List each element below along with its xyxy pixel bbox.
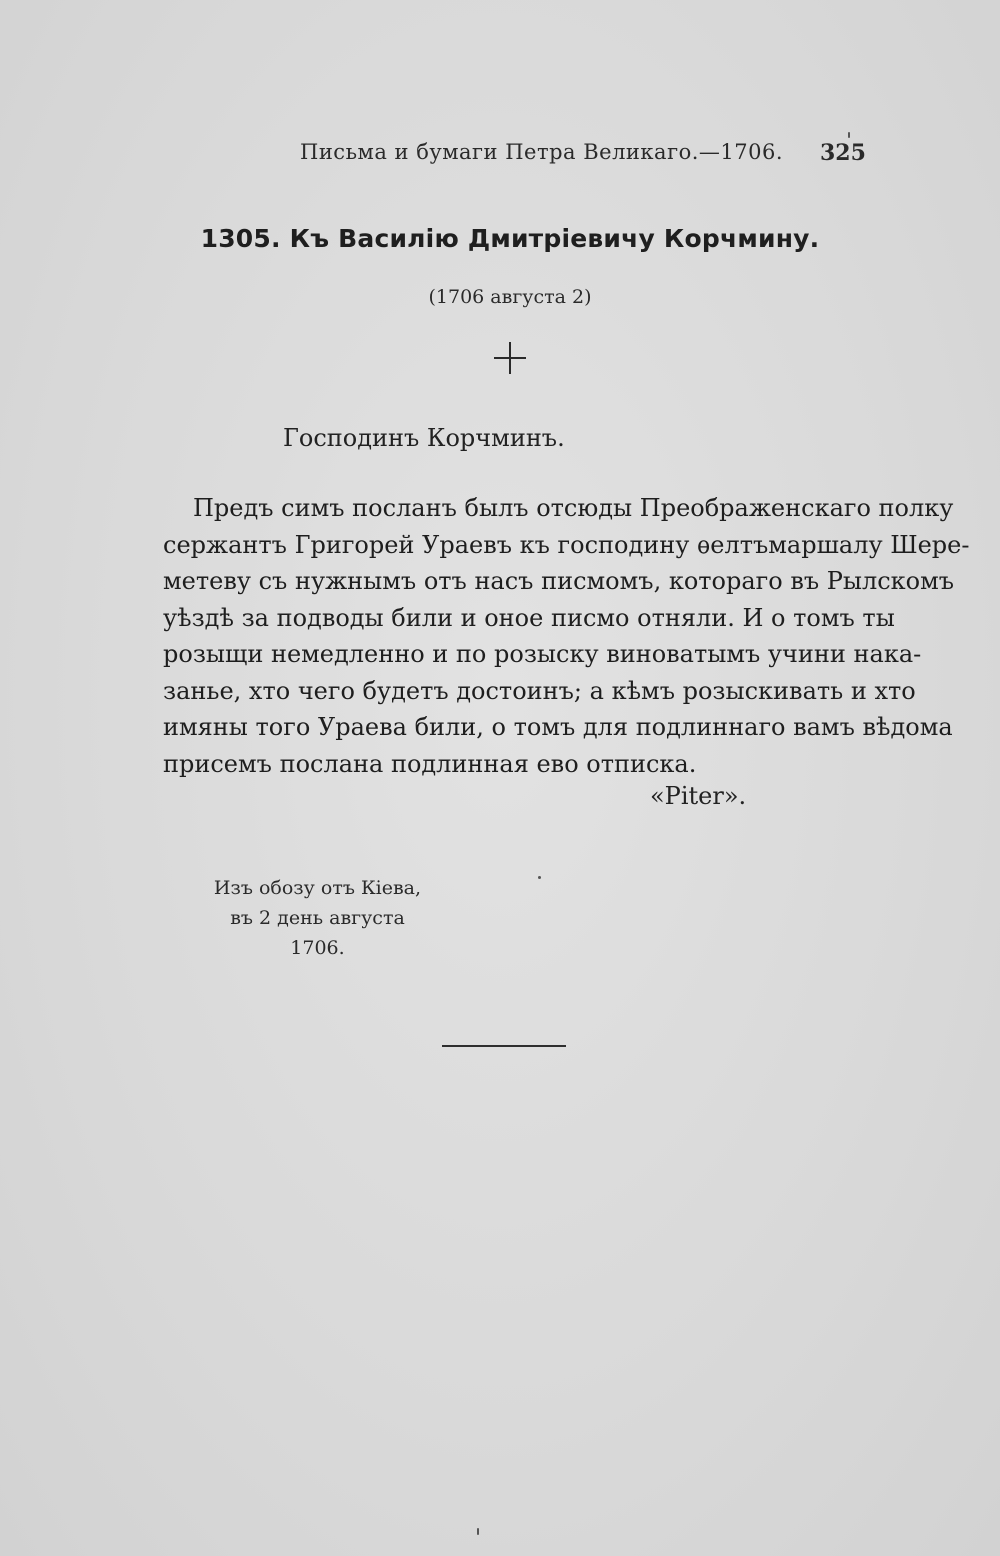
running-header: Письма и бумаги Петра Великаго.—1706.	[300, 140, 784, 164]
print-speck	[538, 876, 541, 879]
signature: «Piter».	[650, 782, 747, 810]
print-speck	[477, 1528, 479, 1535]
body-line: розыщи немедленно и по розыску виноватымъ учини нака-	[163, 640, 922, 668]
body-line: присемъ послана подлинная ево отписка.	[163, 749, 697, 778]
body-line: имяны того Ураева били, о томъ для подлиннаго вамъ вѣдома	[163, 713, 953, 741]
cross-icon	[494, 342, 526, 374]
body-line: занье, хто чего будетъ достоинъ; а кѣмъ розыскивать и хто	[163, 676, 916, 705]
place-line: Изъ обозу отъ Кіева,	[213, 877, 422, 899]
place-and-date	[205, 873, 430, 963]
body-line: уѣздѣ за подводы били и оное писмо отняли. И о томъ ты	[163, 603, 895, 632]
body-line: сержантъ Григорей Ураевъ къ господину ѳелтъмаршалу Шере-	[163, 530, 970, 559]
date-line: въ 2 день августа 1706.	[230, 907, 405, 959]
letter-title: 1305. Къ Василію Дмитріевичу Корчмину.	[200, 224, 820, 253]
letter-body	[163, 490, 970, 782]
closing-rule	[442, 1045, 566, 1047]
print-speck	[848, 132, 850, 138]
letter-date: (1706 августа 2)	[428, 286, 592, 308]
page-number: 325	[820, 140, 866, 166]
body-line: метеву съ нужнымъ отъ насъ писмомъ, котораго въ Рылскомъ	[163, 567, 955, 595]
salutation: Господинъ Корчминъ.	[283, 424, 565, 452]
body-line: Предъ симъ посланъ былъ отсюды Преображенскаго полку	[193, 494, 954, 522]
